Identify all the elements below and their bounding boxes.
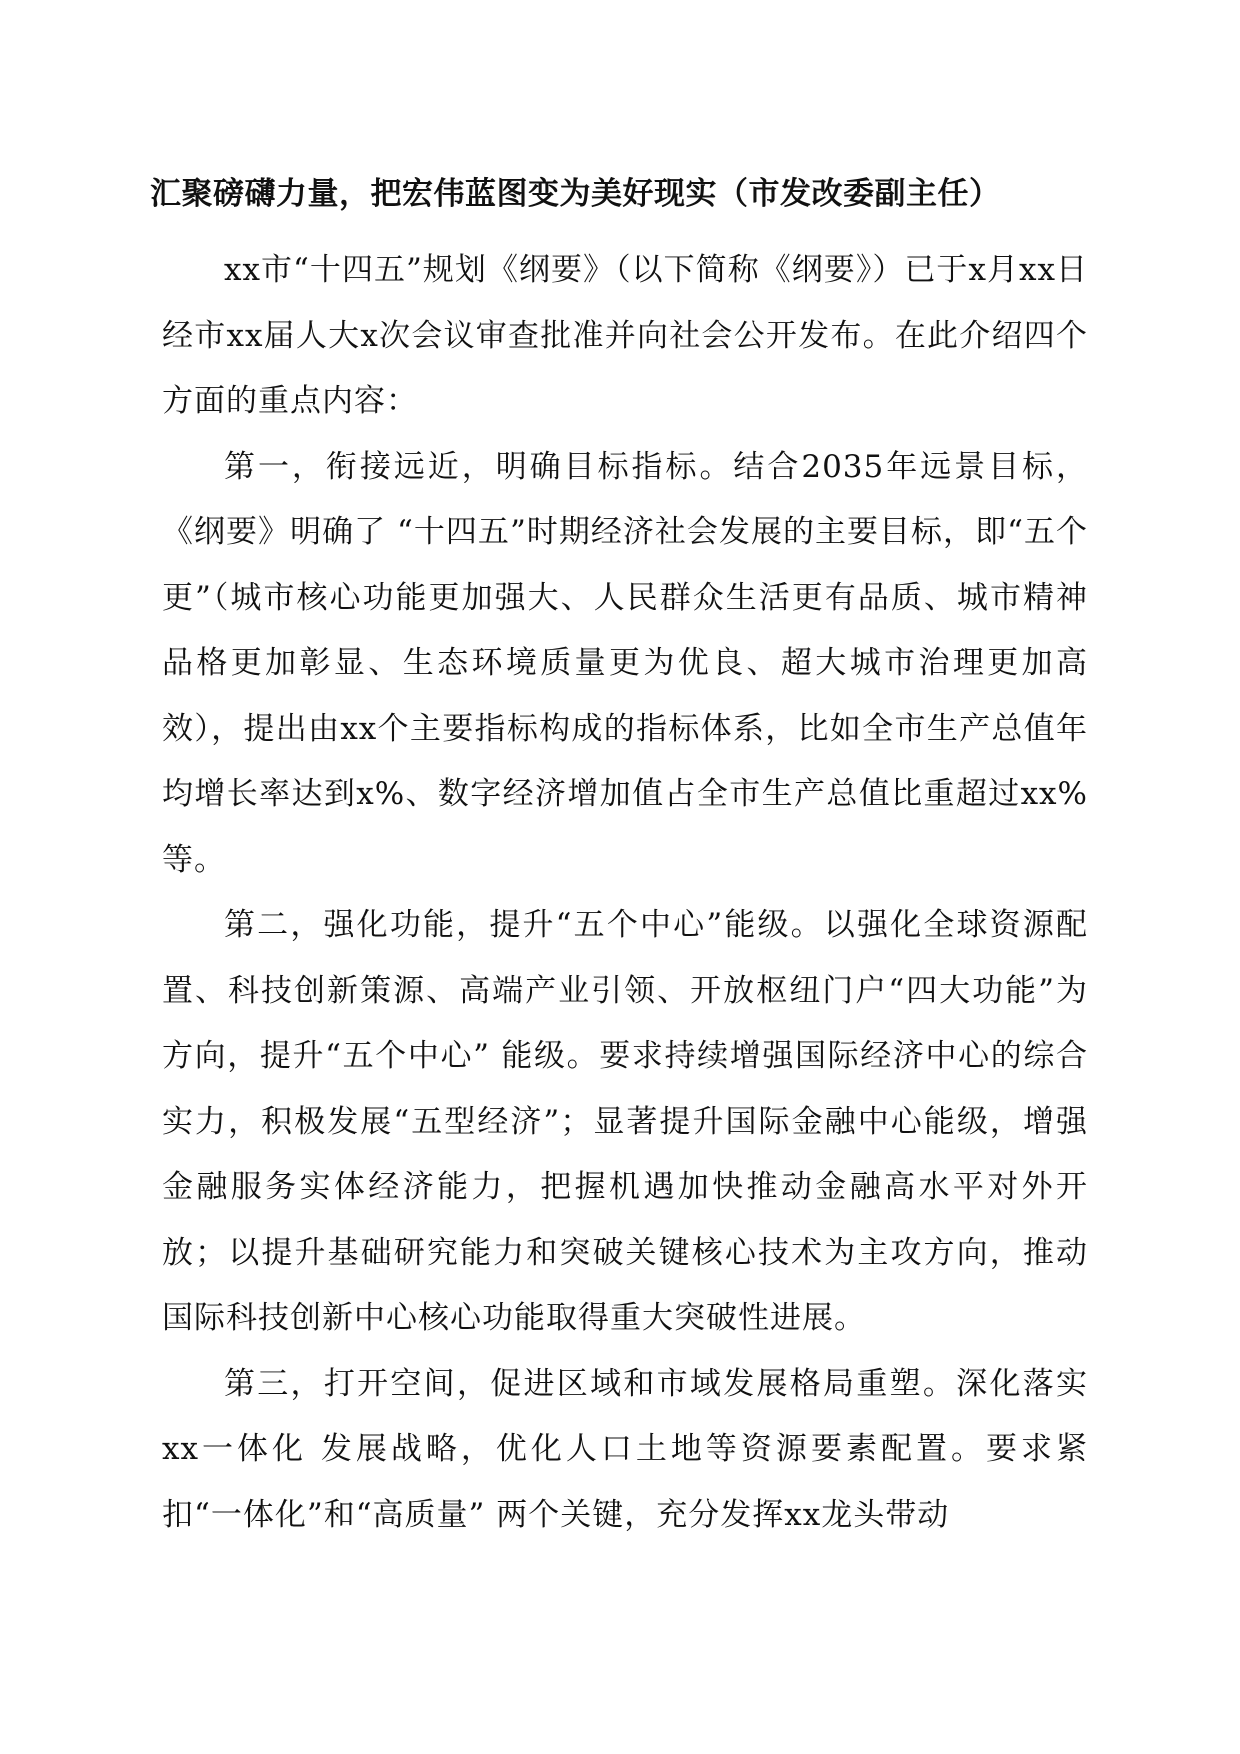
paragraph-first-point: 第一，衔接远近，明确目标指标。结合2035年远景目标，《纲要》明确了 “十四五”时期经济社会发展的主要目标，即“五个更”（城市核心功能更加强大、人民群众生活更有品质、城市精神品格更加彰显、生态环境质量更为优良、超大城市治理更加高效），提出由xx个主要指标构成的指标体系，比如全市生产总值年均增长率达到x%、数字经济增加值占全市生产总值比重超过xx%等。 — [162, 448, 1088, 878]
paragraph-third-point: 第三，打开空间，促进区域和市域发展格局重塑。深化落实xx一体化 发展战略，优化人口土地等资源要素配置。要求紧扣“一体化”和“高质量” 两个关键，充分发挥xx龙头带动 — [162, 1365, 1088, 1533]
paragraph-intro: xx市“十四五”规划《纲要》（以下简称《纲要》）已于x月xx日经市xx届人大x次会议审查批准并向社会公开发布。在此介绍四个方面的重点内容： — [162, 252, 1088, 419]
document-title: 汇聚磅礴力量，把宏伟蓝图变为美好现实（市发改委副主任） — [150, 176, 1001, 212]
paragraph-second-point: 第二，强化功能，提升“五个中心”能级。以强化全球资源配置、科技创新策源、高端产业引领、开放枢纽门户“四大功能”为方向，提升“五个中心” 能级。要求持续增强国际经济中心的综合实力，积极发展“五型经济”；显著提升国际金融中心能级，增强金融服务实体经济能力，把握机遇加快推动金融高水平对外开放；以提升基础研究能力和突破关键核心技术为主攻方向，推动国际科技创新中心核心功能取得重大突破性进展。 — [162, 907, 1088, 1336]
document-body — [162, 238, 1088, 1548]
